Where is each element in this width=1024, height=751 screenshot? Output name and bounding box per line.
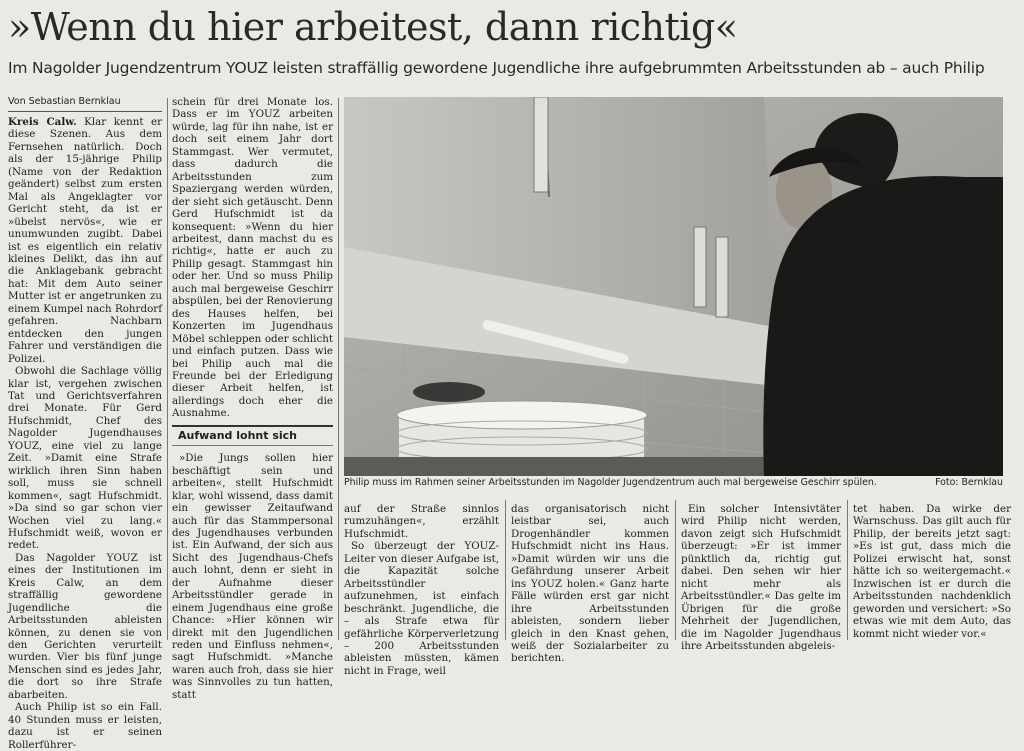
photo-caption — [344, 477, 1003, 489]
paragraph: Obwohl die Sachlage völlig klar ist, vergehen zwischen Tat und Gerichtsverfahren drei Monate. Für Gerd Hufschmidt, Chef des Nagolder Jugendhauses YOUZ, eine viel zu lange Zeit. »Damit eine Strafe wirklich ihren Sinn haben soll, muss sie schnell kommen«, sagt Hufschmidt. »Da sind so gar schon vier Wochen viel zu lang.« Hufschmidt weiß, wovon er redet. — [8, 365, 162, 552]
paragraph: So überzeugt der YOUZ-Leiter von dieser Aufgabe ist, die Kapazität solche Arbeitsstündler aufzunehmen, ist einfach beschränkt. Jugendliche, die – als Strafe etwa für gefährliche Körperverletzung – 200 Arbeitsstunden ableisten müssten, kämen nicht in Frage, weil — [344, 540, 499, 677]
paragraph: das organisatorisch nicht leistbar sei, auch Drogenhändler kommen Hufschmidt nicht ins Haus. »Damit würden wir uns die Gefährdung unserer Arbeit ins YOUZ holen.« Ganz harte Fälle würden erst gar nicht ihre Arbeitsstunden ableisten, sondern lieber gleich in den Knast gehen, weiß der Sozialarbeiter zu berichten. — [511, 503, 669, 665]
column-rule — [338, 98, 339, 640]
paragraph — [8, 116, 162, 365]
crosshead: Aufwand lohnt sich — [172, 425, 333, 446]
paragraph: Ein solcher Intensivtäter wird Philip nicht werden, davon zeigt sich Hufschmidt überzeugt: »Er ist immer pünktlich da, richtig gut dabei. Den sehen wir hier nicht mehr als Arbeitsstündler.« Das gelte im Übrigen für die große Mehrheit der Jugendlichen, die im Nagolder Jugendhaus ihre Arbeitsstunden abgeleis- — [681, 503, 841, 652]
paragraph: Auch Philip ist so ein Fall. 40 Stunden muss er leisten, dazu ist er seinen Rollerführer- — [8, 701, 162, 751]
paragraph: tet haben. Da wirke der Warnschuss. Das gilt auch für Philip, der bereits jetzt sagt: »Es ist gut, dass mich die Polizei erwischt hat, sonst hätte ich so weitergemacht.« Inzwischen ist er durch die Arbeitsstunden nachdenklich geworden und versichert: »So etwas wie mit dem Auto, das kommt nicht wieder vor.« — [853, 503, 1011, 640]
column-rule — [167, 98, 168, 640]
paragraph: »Die Jungs sollen hier beschäftigt sein und arbeiten«, stellt Hufschmidt klar, wohl wissend, dass damit ein gewisser Zeitaufwand auch für das Stammpersonal des Jugendhauses verbunden ist. Ein Aufwand, der sich aus Sicht des Jugendhaus-Chefs auch lohnt, denn er sieht in der Aufnahme dieser Arbeitsstündler gerade in einem Jugendhaus eine große Chance: »Hier können wir direkt mit den Jugendlichen reden und Einfluss nehmen«, sagt Hufschmidt. »Manche waren auch froh, dass sie hier was Sinnvolles zu tun hatten, statt — [172, 452, 333, 701]
dateline: Kreis Calw. — [8, 116, 77, 128]
photo-illustration — [344, 97, 1003, 476]
paragraph: schein für drei Monate los. Dass er im YOUZ arbeiten würde, lag für ihn nahe, ist er doch seit einem Jahr dort Stammgast. Wer vermutet, dass dadurch die Arbeitsstunden zum Spaziergang werden würden, der sieht sich getäuscht. Denn Gerd Hufschmidt ist da konsequent: »Wenn du hier arbeitest, dann machst du es richtig«, hatte er auch zu Philip gesagt. Stammgast hin oder her. Und so muss Philip auch mal bergeweise Geschirr abspülen, bei der Renovierung des Hauses helfen, bei Konzerten im Jugendhaus Möbel schleppen oder schlicht und einfach putzen. Dass wie bei Philip auch mal die Freunde bei der Erledigung dieser Arbeit helfen, ist allerdings doch eher die Ausnahme. — [172, 96, 333, 420]
caption-text: Philip muss im Rahmen seiner Arbeitsstunden im Nagolder Jugendzentrum auch mal bergeweise Geschirr spülen. — [344, 477, 877, 488]
paragraph: auf der Straße sinnlos rumzuhängen«, erzählt Hufschmidt. — [344, 503, 499, 540]
article-column-3 — [344, 503, 499, 677]
column-rule — [847, 500, 848, 640]
article-column-5 — [681, 503, 841, 652]
article-photo — [344, 97, 1003, 476]
article-column-6 — [853, 503, 1011, 640]
column-rule — [675, 500, 676, 640]
article-column-2 — [172, 96, 333, 701]
paragraph-text: Klar kennt er diese Szenen. Aus dem Fernsehen natürlich. Doch als der 15-jährige Philip (Name von der Redaktion geändert) selbst zum ersten Mal als Angeklagter vor Gericht steht, da ist er »übelst nervös«, wie er unumwunden zugibt. Dabei ist es eigentlich ein relativ kleines Delikt, das ihn auf die Anklagebank gebracht hat: Mit dem Auto seiner Mutter ist er angetrunken zu einem Kumpel nach Rohrdorf gefahren. Nachbarn entdecken den jungen Fahrer und verständigen die Polizei. — [8, 116, 162, 365]
photo-credit: Foto: Bernklau — [935, 477, 1003, 488]
headline: »Wenn du hier arbeitest, dann richtig« — [8, 5, 738, 49]
paragraph: Das Nagolder YOUZ ist eines der Institutionen im Kreis Calw, an dem straffällig gewordene Jugendliche die Arbeitsstunden ableisten können, zu denen sie von den Gerichten verurteilt wurden. Vier bis fünf junge Menschen sind es jedes Jahr, die dort so ihre Strafe abarbeiten. — [8, 551, 162, 701]
column-rule — [505, 500, 506, 640]
article-column-1 — [8, 96, 162, 751]
article-column-4 — [511, 503, 669, 665]
byline: Von Sebastian Bernklau — [8, 96, 162, 112]
subheadline: Im Nagolder Jugendzentrum YOUZ leisten straffällig gewordene Jugendliche ihre aufgebrummten Arbeitsstunden ab – auch Philip — [8, 59, 985, 77]
